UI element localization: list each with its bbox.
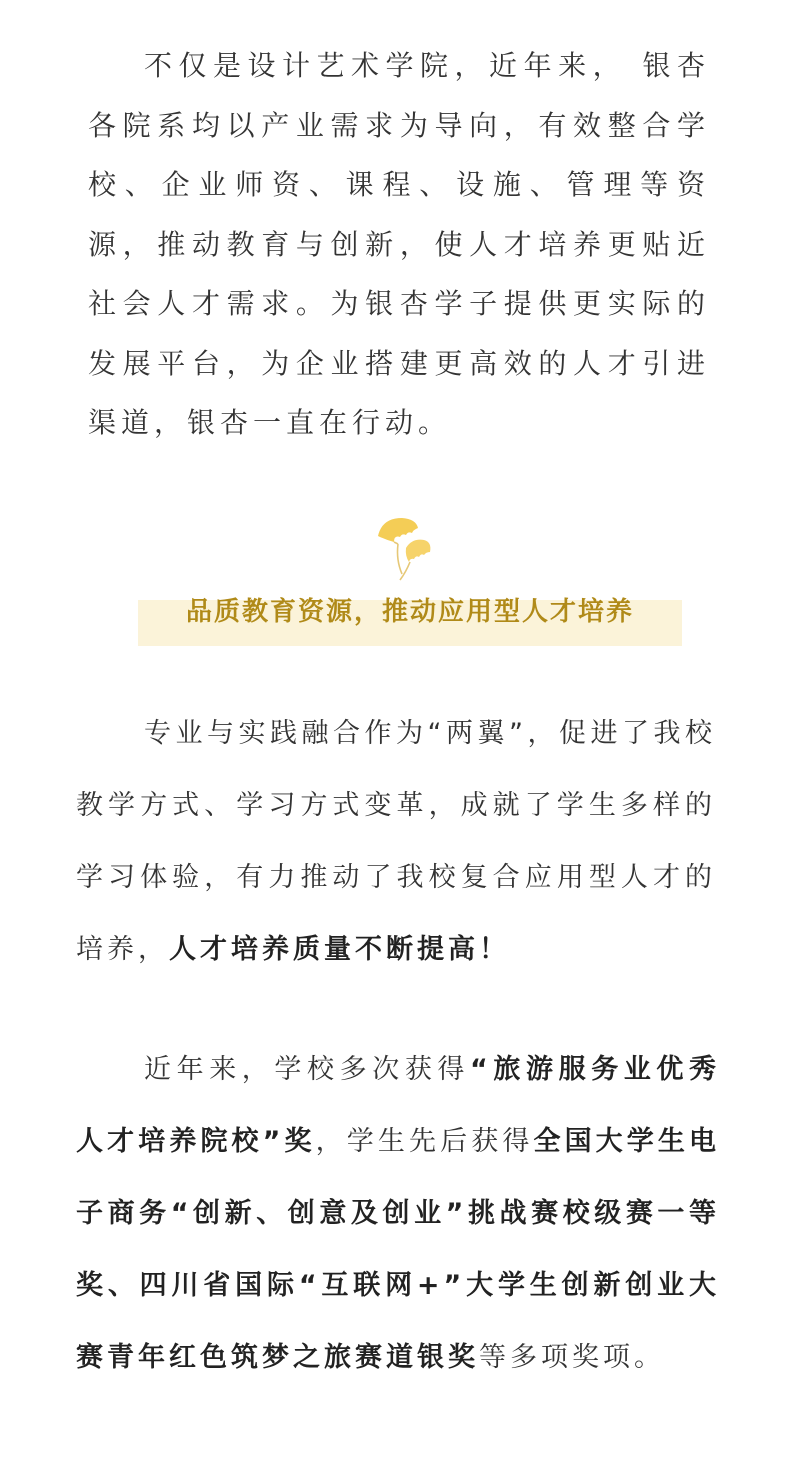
awards-emphasis-a: “旅游服务业优秀人才培养院校”奖 [76, 1054, 720, 1157]
practice-paragraph-emphasis: 人才培养质量不断提高！ [169, 934, 510, 965]
awards-text-b: ，学生先后获得 [315, 1126, 534, 1157]
intro-paragraph [88, 36, 710, 453]
section-heading: 品质教育资源，推动应用型人才培养 [185, 597, 634, 627]
awards-emphasis-b: 全国大学生电子商务“创新、创意及创业”挑战赛校级赛一等奖、四川省国际“互联网+”大学生创新创业大赛青年红色筑梦之旅赛道银奖 [76, 1126, 721, 1373]
section-heading-block [138, 514, 682, 648]
awards-text-c: 等多项奖项。 [479, 1342, 665, 1373]
intro-paragraph-text: 不仅是设计艺术学院，近年来， 银杏各院系均以产业需求为导向，有效整合学校、企业师资、课程、设施、管理等资源，推动教育与创新，使人才培养更贴近社会人才需求。为银杏学子提供更实际的发展平台，为企业搭建更高效的人才引进渠道，银杏一直在行动。 [88, 49, 710, 439]
ginkgo-leaf-icon [372, 514, 436, 582]
awards-paragraph [76, 1034, 720, 1394]
practice-paragraph [76, 698, 716, 986]
awards-text-a: 近年来，学校多次获得 [144, 1054, 471, 1085]
practice-paragraph-text: 专业与实践融合作为“两翼”，促进了我校教学方式、学习方式变革，成就了学生多样的学习体验，有力推动了我校复合应用型人才的培养， [76, 718, 716, 965]
